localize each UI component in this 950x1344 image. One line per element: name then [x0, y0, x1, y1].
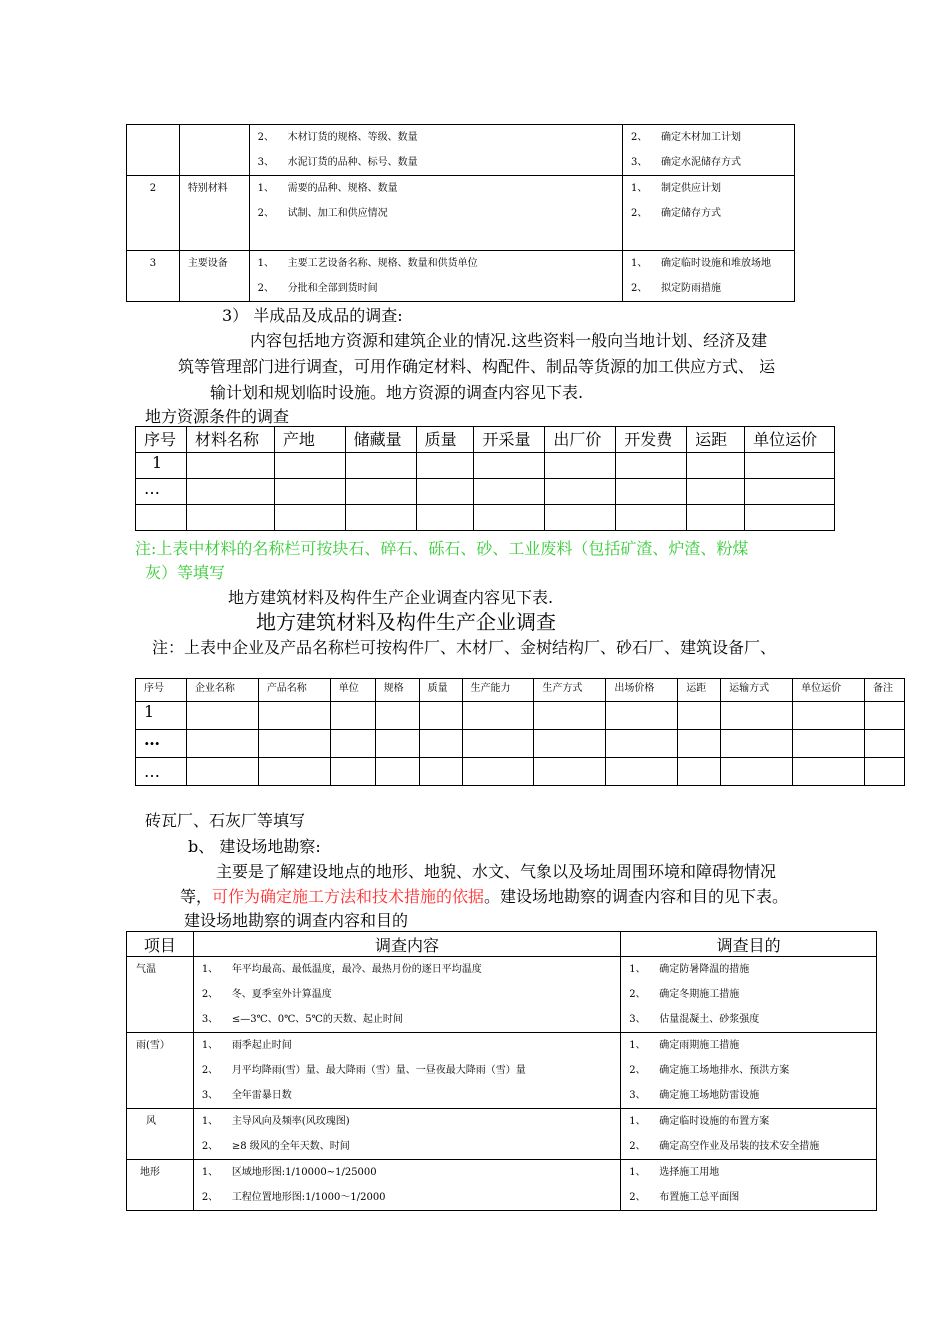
site-content: 1、 雨季起止时间 2、 月平均降雨(雪）量、最大降雨（雪）量、一昼夜最大降雨（雪）量 3、 全年雷暴日数: [193, 1033, 620, 1109]
table-cell: [186, 730, 258, 758]
table-cell: [274, 453, 345, 479]
table-cell: [330, 758, 375, 786]
table-note: 注:上表中材料的名称栏可按块石、碎石、砾石、砂、工业废料（包括矿渣、炉渣、粉煤: [135, 539, 749, 558]
column-header: 开发费: [616, 427, 687, 453]
table-cell: [721, 702, 793, 730]
table-caption: 地方资源条件的调查: [145, 407, 290, 426]
table-cell: [274, 479, 345, 505]
site-item: 地形: [127, 1160, 194, 1211]
table-cell: [419, 758, 462, 786]
table-cell: [606, 702, 678, 730]
paragraph-line: 内容包括地方资源和建筑企业的情况.这些资料一般向当地计划、经济及建: [250, 331, 768, 350]
column-header: 规格: [375, 679, 419, 702]
column-header: 产地: [274, 427, 345, 453]
enterprise-table: [135, 678, 905, 786]
table-cell: 1: [136, 702, 187, 730]
material-no: 3: [127, 251, 180, 302]
table-note: 灰）等填写: [145, 563, 226, 582]
table-cell: [416, 453, 474, 479]
column-header: 单位运价: [745, 427, 835, 453]
table-cell: [330, 730, 375, 758]
paragraph-line: 等，可作为确定施工方法和技术措施的依据。建设场地勘察的调查内容和目的见下表。: [180, 887, 789, 906]
table-cell: [793, 730, 865, 758]
table-caption: 建设场地勘察的调查内容和目的: [184, 911, 409, 930]
table-cell: [721, 730, 793, 758]
table-row: [136, 479, 835, 505]
table-cell: [274, 505, 345, 531]
table-cell: [419, 730, 462, 758]
table-cell: [721, 758, 793, 786]
table-row: [136, 453, 835, 479]
table-cell: [375, 758, 419, 786]
site-content: 1、 年平均最高、最低温度，最冷、最热月份的逐日平均温度 2、 冬、夏季室外计算温度 3、 ≤—3℃、0℃、5℃的天数、起止时间: [193, 957, 620, 1033]
column-header: 运距: [687, 427, 745, 453]
table-cell: [678, 758, 721, 786]
table-cell: 1: [136, 453, 187, 479]
table-cell: [678, 702, 721, 730]
material-content: 2、 木材订货的规格、等级、数量 3、 水泥订货的品种、标号、数量: [249, 125, 622, 176]
column-header: 调查目的: [621, 932, 877, 957]
table-cell: [864, 702, 904, 730]
column-header: 单位运价: [793, 679, 865, 702]
column-header: 生产能力: [462, 679, 534, 702]
table-cell: [419, 702, 462, 730]
site-purpose: 1、 确定临时设施的布置方案 2、 确定高空作业及吊装的技术安全措施: [621, 1109, 877, 1160]
table-cell: [745, 453, 835, 479]
site-item: 气温: [127, 957, 194, 1033]
column-header: 企业名称: [186, 679, 258, 702]
table-cell: [687, 479, 745, 505]
table-cell: [474, 479, 545, 505]
column-header: 开采量: [474, 427, 545, 453]
material-purpose: 1、 制定供应计划 2、 确定储存方式: [623, 176, 795, 251]
resource-table: [135, 426, 835, 531]
table-cell: [864, 730, 904, 758]
column-header: 序号: [136, 427, 187, 453]
column-header: 备注: [864, 679, 904, 702]
table-cell: [136, 505, 187, 531]
table-cell: [186, 453, 274, 479]
table-cell: [186, 702, 258, 730]
site-purpose: 1、 选择施工用地 2、 布置施工总平面图: [621, 1160, 877, 1211]
column-header: 储藏量: [345, 427, 416, 453]
material-no: 2: [127, 176, 180, 251]
material-purpose: 2、 确定木材加工计划 3、 确定水泥储存方式: [623, 125, 795, 176]
material-name: 主要设备: [179, 251, 249, 302]
table-cell: [745, 479, 835, 505]
material-name: 特别材料: [179, 176, 249, 251]
column-header: 单位: [330, 679, 375, 702]
table-cell: …: [136, 479, 187, 505]
table-cell: [462, 758, 534, 786]
table-cell: [793, 758, 865, 786]
table-cell: [534, 730, 606, 758]
table-title: 地方建筑材料及构件生产企业调查: [256, 610, 556, 634]
table-cell: [258, 758, 330, 786]
table-cell: [474, 505, 545, 531]
table-row: [136, 505, 835, 531]
material-name: [179, 125, 249, 176]
table-cell: [616, 479, 687, 505]
table-cell: [545, 479, 616, 505]
table-cell: [258, 730, 330, 758]
table-row: [127, 1033, 877, 1109]
column-header: 项目: [127, 932, 194, 957]
table-cell: [416, 479, 474, 505]
table-cell: [186, 758, 258, 786]
table-cell: [534, 702, 606, 730]
table-cell: [186, 505, 274, 531]
site-purpose: 1、 确定雨期施工措施 2、 确定施工场地排水、预洪方案 3、 确定施工场地防雷设施: [621, 1033, 877, 1109]
column-header: 出厂价: [545, 427, 616, 453]
table-cell: …: [136, 758, 187, 786]
column-header: 质量: [419, 679, 462, 702]
site-item: 风: [127, 1109, 194, 1160]
table-cell: [330, 702, 375, 730]
paragraph-line: 主要是了解建设地点的地形、地貌、水文、气象以及场址周围环境和障碍物情况: [216, 862, 777, 881]
table-cell: [258, 702, 330, 730]
column-header: 产品名称: [258, 679, 330, 702]
column-header: 运距: [678, 679, 721, 702]
table-cell: [534, 758, 606, 786]
table-cell: [606, 758, 678, 786]
table-cell: [345, 505, 416, 531]
site-purpose: 1、 确定防暑降温的措施 2、 确定冬期施工措施 3、 估量混凝土、砂浆强度: [621, 957, 877, 1033]
table-cell: [678, 730, 721, 758]
paragraph-line: 输计划和规划临时设施。地方资源的调查内容见下表.: [210, 383, 584, 402]
table-cell: [616, 453, 687, 479]
table-cell: [462, 730, 534, 758]
table-cell: [545, 505, 616, 531]
table-row: [127, 125, 795, 176]
site-item: 雨(雪）: [127, 1033, 194, 1109]
table-row: [136, 730, 905, 758]
paragraph-line: 筑等管理部门进行调查，可用作确定材料、构配件、制品等货源的加工供应方式、 运: [178, 357, 776, 376]
table-cell: [687, 453, 745, 479]
table-row: [127, 1109, 877, 1160]
table-header-row: [136, 679, 905, 702]
column-header: 材料名称: [186, 427, 274, 453]
table-cell: [793, 702, 865, 730]
table-note: 注：上表中企业及产品名称栏可按构件厂、木材厂、金树结构厂、砂石厂、建筑设备厂、: [152, 638, 777, 657]
table-cell: [186, 479, 274, 505]
column-header: 出场价格: [606, 679, 678, 702]
table-cell: [474, 453, 545, 479]
table-row: [127, 176, 795, 251]
material-no: [127, 125, 180, 176]
section-heading: b、 建设场地勘察:: [188, 837, 321, 856]
table-row: [127, 957, 877, 1033]
table-cell: [687, 505, 745, 531]
material-content: 1、 需要的品种、规格、数量 2、 试制、加工和供应情况: [249, 176, 622, 251]
site-content: 1、 区域地形图:1/10000~1/25000 2、 工程位置地形图:1/1000～1/2000: [193, 1160, 620, 1211]
site-survey-table: [126, 931, 877, 1211]
table-row: [127, 1160, 877, 1211]
table-cell: [616, 505, 687, 531]
table-cell: [545, 453, 616, 479]
table-cell: [606, 730, 678, 758]
paragraph-line: 砖瓦厂、石灰厂等填写: [145, 811, 306, 830]
table-header-row: [127, 932, 877, 957]
site-content: 1、 主导风向及频率(风玫瑰图) 2、 ≥8 级风的全年天数、时间: [193, 1109, 620, 1160]
column-header: 调查内容: [193, 932, 620, 957]
table-row: [136, 758, 905, 786]
material-content: 1、 主要工艺设备名称、规格、数量和供货单位 2、 分批和全部到货时间: [249, 251, 622, 302]
table-cell: [375, 702, 419, 730]
table-cell: [345, 479, 416, 505]
table-cell: [345, 453, 416, 479]
table-cell: [462, 702, 534, 730]
section-heading: 3） 半成品及成品的调查:: [222, 306, 403, 325]
material-purpose: 1、 确定临时设施和堆放场地 2、 拟定防雨措施: [623, 251, 795, 302]
table-row: [127, 251, 795, 302]
column-header: 运输方式: [721, 679, 793, 702]
material-table: [126, 124, 795, 302]
highlight-text: 可作为确定施工方法和技术措施的依据: [212, 887, 485, 906]
paragraph-line: 地方建筑材料及构件生产企业调查内容见下表.: [228, 588, 554, 607]
column-header: 质量: [416, 427, 474, 453]
table-cell: [745, 505, 835, 531]
table-cell: [416, 505, 474, 531]
column-header: 序号: [136, 679, 187, 702]
table-cell: [864, 758, 904, 786]
table-cell: [375, 730, 419, 758]
table-header-row: [136, 427, 835, 453]
table-row: [136, 702, 905, 730]
column-header: 生产方式: [534, 679, 606, 702]
table-cell: …: [136, 730, 187, 758]
